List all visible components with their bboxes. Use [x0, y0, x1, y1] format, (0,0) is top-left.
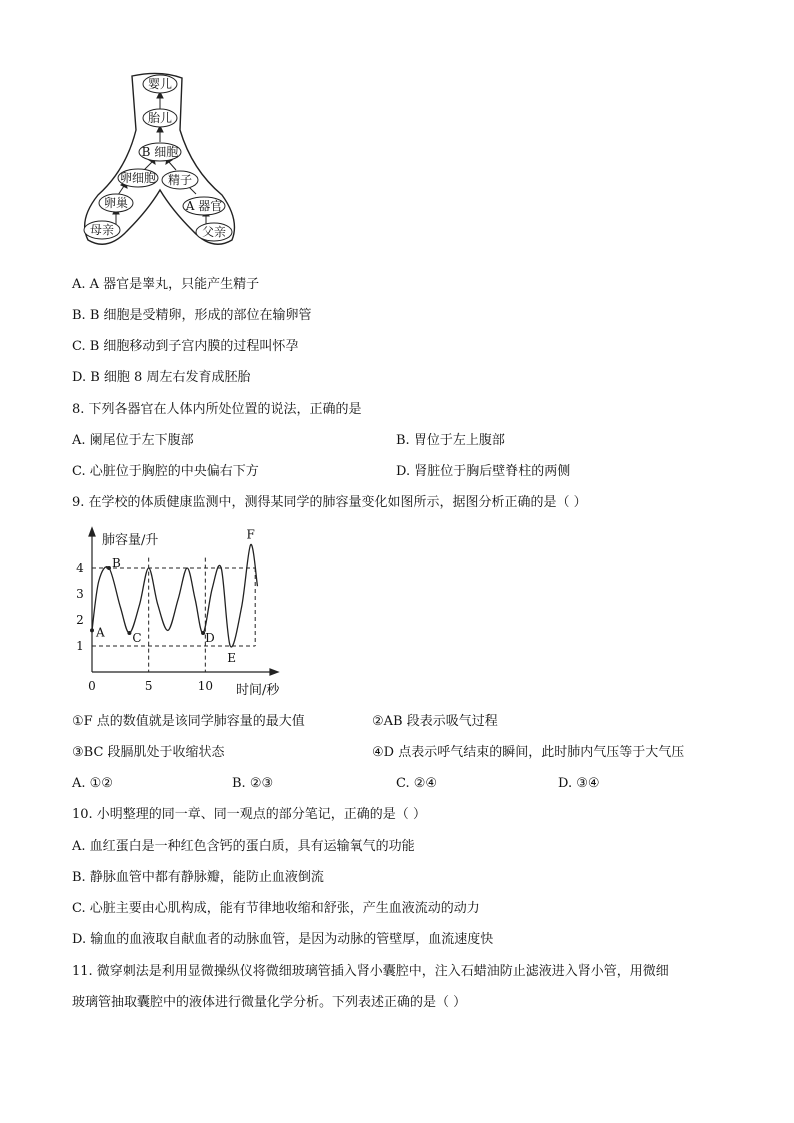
q7-option-b: B. B 细胞是受精卵，形成的部位在输卵管: [72, 308, 312, 323]
point-label-e: E: [227, 651, 237, 665]
y-tick-label: 2: [76, 613, 84, 627]
node-egg: 卵细胞: [119, 171, 157, 185]
q7-option-d: D. B 细胞 8 周左右发育成胚胎: [72, 370, 251, 385]
q9-option-a: A. ①②: [72, 776, 113, 791]
q9-statement-2: ②AB 段表示吸气过程: [372, 714, 498, 729]
q9-statement-1: ①F 点的数值就是该同学肺容量的最大值: [72, 714, 305, 729]
q8-stem: 8. 下列各器官在人体内所处位置的说法，正确的是: [72, 402, 362, 417]
node-mother: 母亲: [89, 223, 115, 237]
q9-option-c: C. ②④: [396, 776, 438, 791]
point-b: [107, 566, 111, 570]
q8-option-b: B. 胃位于左上腹部: [396, 433, 505, 448]
lung-volume-chart: [72, 522, 292, 702]
y-axis-arrow: [89, 528, 95, 536]
q10-option-b: B. 静脉血管中都有静脉瓣，能防止血液倒流: [72, 870, 324, 885]
q11-stem-line2: 玻璃管抽取囊腔中的液体进行微量化学分析。下列表述正确的是（ ）: [72, 995, 467, 1010]
y-tick-label: 4: [76, 561, 84, 575]
y-tick-label: 3: [76, 587, 84, 601]
q8-option-d: D. 肾脏位于胸后壁脊柱的两侧: [396, 464, 571, 479]
node-fetus: 胎儿: [147, 111, 173, 125]
point-c: [127, 631, 131, 635]
q8-option-a: A. 阑尾位于左下腹部: [72, 433, 194, 448]
y-axis-label: 肺容量/升: [102, 533, 159, 548]
q10-option-c: C. 心脏主要由心肌构成，能有节律地收缩和舒张，产生血液流动的动力: [72, 901, 480, 916]
x-tick-label: 10: [197, 679, 213, 693]
q10-option-d: D. 输血的血液取自献血者的动脉血管，是因为动脉的管壁厚，血流速度快: [72, 932, 494, 947]
q7-option-a: A. A 器官是睾丸，只能产生精子: [72, 277, 260, 292]
point-label-d: D: [205, 631, 215, 645]
q10-option-a: A. 血红蛋白是一种红色含钙的蛋白质，具有运输氧气的功能: [72, 839, 415, 854]
q8-option-c: C. 心脏位于胸腔的中央偏右下方: [72, 464, 259, 479]
node-ovary: 卵巢: [103, 196, 129, 210]
point-label-a: A: [96, 625, 105, 640]
point-label-b: B: [112, 556, 121, 570]
x-tick-label: 5: [144, 679, 153, 693]
point-label-c: C: [132, 631, 142, 645]
node-a-organ: A 器官: [185, 199, 223, 213]
q9-option-d: D. ③④: [558, 776, 600, 791]
node-baby: 婴儿: [147, 77, 173, 91]
x-tick-label: 0: [88, 679, 96, 693]
q9-statement-4: ④D 点表示呼气结束的瞬间，此时肺内气压等于大气压: [372, 745, 685, 760]
q9-stem: 9. 在学校的体质健康监测中，测得某同学的肺容量变化如图所示，据图分析正确的是（ ）: [72, 495, 587, 510]
x-axis-label: 时间/秒: [236, 683, 280, 698]
reproduction-diagram: [72, 70, 252, 250]
q9-option-b: B. ②③: [232, 776, 274, 791]
node-b-cell: B 细胞: [141, 145, 179, 159]
point-a: [90, 628, 94, 632]
node-sperm: 精子: [167, 173, 193, 187]
point-label-f: F: [246, 527, 255, 542]
q7-option-c: C. B 细胞移动到子宫内膜的过程叫怀孕: [72, 339, 299, 354]
q9-statement-3: ③BC 段膈肌处于收缩状态: [72, 745, 225, 760]
node-father: 父亲: [201, 225, 227, 239]
x-axis-arrow: [270, 669, 278, 675]
q11-stem-line1: 11. 微穿刺法是利用显微操纵仪将微细玻璃管插入肾小囊腔中，注入石蜡油防止滤液进入肾小管，用微细: [72, 964, 669, 979]
q10-stem: 10. 小明整理的同一章、同一观点的部分笔记，正确的是（ ）: [72, 807, 426, 822]
y-tick-label: 1: [76, 639, 84, 653]
